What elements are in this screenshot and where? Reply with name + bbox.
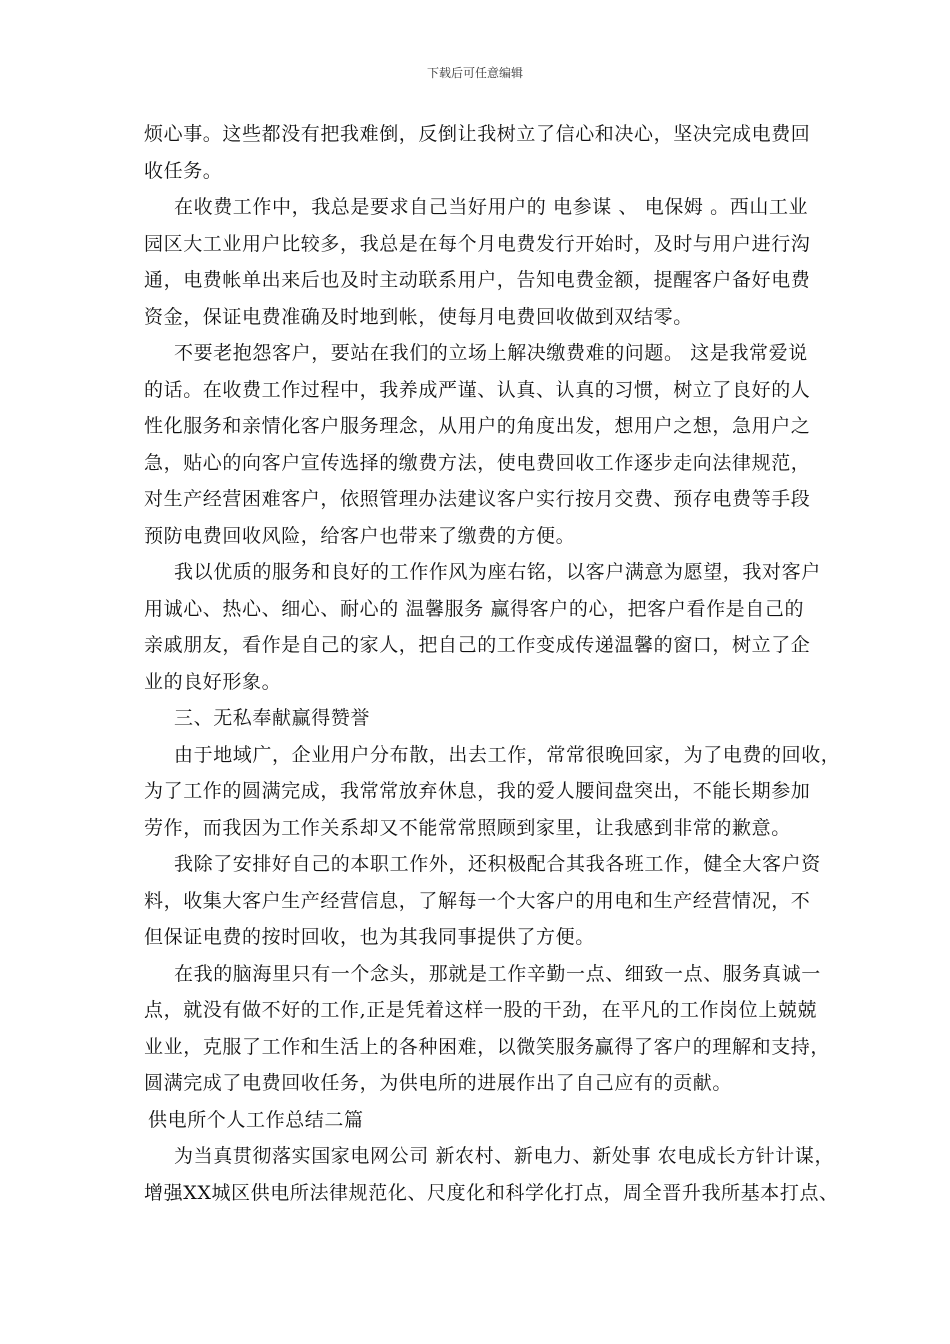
paragraph [144,956,831,1102]
document-body [144,116,841,1211]
paragraph [144,737,841,847]
text-line: 我以优质的服务和良好的工作作风为座右铭，以客户满意为愿望，我对客户 [174,561,821,583]
paragraph [144,335,824,554]
text-line: 不要老抱怨客户，要站在我们的立场上解决缴费难的问题。 这是我常爱说 [174,342,808,364]
text-line: 亲戚朋友，看作是自己的家人，把自己的工作变成传递温馨的窗口，树立了企 [144,634,811,656]
text-line: 园区大工业用户比较多，我总是在每个月电费发行开始时，及时与用户进行沟 [144,232,811,255]
text-line: 资金，保证电费准确及时地到帐，使每月电费回收做到双结零。 [144,305,693,328]
text-line: 劳作，而我因为工作关系却又不能常常照顾到家里，让我感到非常的歉意。 [144,816,791,839]
paragraph [144,189,824,335]
text-line: 在收费工作中，我总是要求自己当好用户的 电参谋 、 电保姆 。西山工业 [174,196,809,218]
text-line: 收任务。 [144,159,223,182]
text-line: 性化服务和亲情化客户服务理念，从用户的角度出发，想用户之想，急用户之 [144,415,811,437]
text-line: 但保证电费的按时回收，也为其我同事提供了方便。 [144,926,595,948]
text-line: 为了工作的圆满完成，我常常放弃休息，我的爱人腰间盘突出，不能长期参加 [144,780,811,802]
text-line: 增强XX城区供电所法律规范化、尺度化和科学化打点，周全晋升我所基本打点、 [144,1181,839,1204]
text-line: 的话。在收费工作过程中，我养成严谨、认真、认真的习惯，树立了良好的人 [144,378,811,401]
paragraph [144,554,824,700]
text-line: 用诚心、热心、细心、耐心的 温馨服务 赢得客户的心，把客户看作是自己的 [144,597,805,620]
section-heading: 三、无私奉献赢得赞誉 [174,707,371,729]
text-line: 通，电费帐单出来后也及时主动联系用户，告知电费金额，提醒客户备好电费 [144,269,811,291]
text-line: 业业，克服了工作和生活上的各种困难，以微笑服务赢得了客户的理解和支持， [144,1035,831,1058]
text-line: 料，收集大客户生产经营信息，了解每一个大客户的用电和生产经营情况，不 [144,889,811,912]
text-line: 我除了安排好自己的本职工作外，还积极配合其我各班工作，健全大客户资 [174,853,821,875]
text-line: 业的良好形象。 [144,670,282,693]
text-line: 圆满完成了电费回收任务，为供电所的进展作出了自己应有的贡献。 [144,1072,733,1094]
text-line: 烦心事。这些都没有把我难倒，反倒让我树立了信心和决心，坚决完成电费回 [144,123,811,145]
paragraph [144,116,824,189]
document-subtitle: 供电所个人工作总结二篇 [148,1108,364,1131]
text-line: 在我的脑海里只有一个念头，那就是工作辛勤一点、细致一点、服务真诚一 [174,962,821,985]
paragraph [144,1138,839,1211]
text-line: 急，贴心的向客户宣传选择的缴费方法，使电费回收工作逐步走向法律规范， [144,451,811,474]
text-line: 为当真贯彻落实国家电网公司 新农村、新电力、新处事 农电成长方针计谋， [174,1145,835,1167]
text-line: 由于地域广，企业用户分布散，出去工作，常常很晚回家，为了电费的回收， [174,743,841,766]
page-header: 下载后可任意编辑 [426,66,523,80]
paragraph [144,846,824,956]
text-line: 预防电费回收风险，给客户也带来了缴费的方便。 [144,524,576,547]
text-line: 对生产经营困难客户，依照管理办法建议客户实行按月交费、预存电费等手段 [144,488,811,510]
text-line: 点，就没有做不好的工作,正是凭着这样一股的干劲，在平凡的工作岗位上兢兢 [144,999,818,1021]
